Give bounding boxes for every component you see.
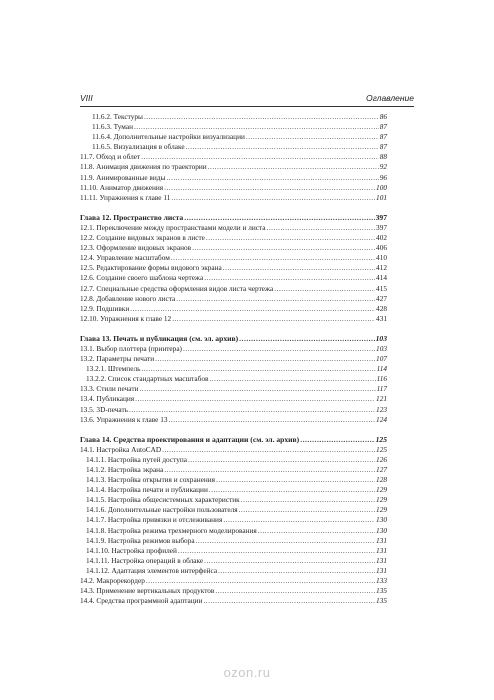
- entry-title: 14.1.3. Настройка открытия и сохранения: [86, 475, 216, 485]
- entry-title: 11.6.3. Туман: [92, 122, 133, 132]
- toc-entry: [80, 505, 387, 515]
- entry-page: 125: [375, 434, 387, 444]
- toc-entry: [80, 596, 387, 606]
- toc-entry: [80, 526, 387, 536]
- entry-title: Глава 12. Пространство листа: [80, 212, 184, 222]
- entry-title: 13.5. 3D-печать: [80, 404, 128, 414]
- entry-title: 13.2.2. Список стандартных масштабов: [86, 374, 209, 384]
- toc-entry: [80, 223, 387, 233]
- entry-page: 406: [376, 243, 387, 253]
- entry-title: 11.8. Анимация движения по траектории: [80, 162, 207, 172]
- toc-entry: [80, 455, 387, 465]
- dot-leader: [267, 223, 376, 233]
- toc-entry: [80, 284, 387, 294]
- entry-title: 12.10. Упражнения к главе 12: [80, 313, 172, 323]
- dot-leader: [171, 193, 375, 203]
- entry-title: 12.9. Подшивки: [80, 303, 130, 313]
- entry-page: 129: [376, 495, 387, 505]
- entry-page: 101: [376, 192, 387, 202]
- entry-title: 14.1.12. Адаптация элементов интерфейса: [86, 565, 218, 575]
- entry-page: 100: [376, 182, 387, 192]
- dot-leader: [204, 556, 375, 566]
- toc-entry: [80, 273, 387, 283]
- toc-entry: [80, 475, 387, 485]
- entry-title: 11.11. Упражнения к главе 11: [80, 192, 171, 202]
- page-number: VIII: [80, 93, 93, 103]
- dot-leader: [196, 536, 375, 546]
- toc-entry: [80, 586, 387, 596]
- entry-title: 14.1.8. Настройка режима трехмерного моделирования: [86, 525, 257, 535]
- dot-leader: [300, 435, 374, 445]
- entry-page: 427: [376, 293, 387, 303]
- toc-entry: [80, 556, 387, 566]
- dot-leader: [223, 263, 375, 273]
- toc-entry: [80, 495, 387, 505]
- dot-leader: [208, 162, 379, 172]
- entry-title: 14.2. Макрорекордер: [80, 576, 145, 586]
- entry-title: 14.1.6. Дополнительные настройки пользователя: [86, 505, 238, 515]
- entry-page: 116: [376, 374, 387, 384]
- toc-entry: [80, 294, 387, 304]
- dot-leader: [215, 586, 375, 596]
- section-gap: [80, 324, 387, 334]
- entry-title: 13.4. Публикация: [80, 394, 135, 404]
- entry-title: 12.5. Редактирование формы видового экрана: [80, 263, 222, 273]
- entry-page: 87: [379, 142, 387, 152]
- entry-title: 12.1. Переключение между пространствами модели и листа: [80, 222, 266, 232]
- toc-entry: [80, 243, 387, 253]
- toc-entry: [80, 263, 387, 273]
- dot-leader: [241, 495, 375, 505]
- entry-page: 131: [376, 565, 387, 575]
- dot-leader: [218, 566, 375, 576]
- entry-title: 14.1.10. Настройка профилей: [86, 545, 177, 555]
- entry-title: 14.4. Средства программной адаптации: [80, 596, 203, 606]
- entry-page: 125: [376, 444, 387, 454]
- entry-page: 397: [376, 222, 387, 232]
- entry-page: 133: [376, 576, 387, 586]
- entry-page: 87: [379, 122, 387, 132]
- entry-page: 123: [376, 404, 387, 414]
- toc-entry: [80, 193, 387, 203]
- dot-leader: [188, 455, 375, 465]
- entry-page: 128: [376, 475, 387, 485]
- entry-page: 130: [376, 515, 387, 525]
- chapter-heading: [80, 334, 387, 344]
- entry-title: 14.1.1. Настройка путей доступа: [86, 454, 187, 464]
- entry-page: 397: [375, 212, 387, 222]
- dot-leader: [144, 112, 379, 122]
- dot-leader: [239, 334, 374, 344]
- toc-entry: [80, 344, 387, 354]
- dot-leader: [139, 384, 375, 394]
- entry-title: 11.10. Аниматор движения: [80, 182, 164, 192]
- watermark: ozon.ru: [223, 665, 271, 680]
- dot-leader: [274, 284, 375, 294]
- entry-title: 12.2. Создание видовых экранов в листе: [80, 233, 205, 243]
- toc-entry: [80, 364, 387, 374]
- entry-title: 13.1. Выбор плоттера (принтера): [80, 343, 182, 353]
- table-of-contents: [80, 112, 387, 606]
- entry-page: 127: [376, 465, 387, 474]
- toc-entry: [80, 253, 387, 263]
- entry-title: 12.8. Добавление нового листа: [80, 293, 176, 303]
- dot-leader: [258, 526, 375, 536]
- dot-leader: [129, 405, 375, 415]
- entry-page: 410: [376, 253, 387, 263]
- dot-leader: [134, 122, 379, 132]
- entry-title: 11.6.2. Текстуры: [92, 112, 143, 121]
- dot-leader: [176, 294, 375, 304]
- entry-title: 13.3. Стили печати: [80, 384, 139, 394]
- entry-page: 114: [376, 364, 387, 374]
- entry-page: 428: [376, 303, 387, 313]
- entry-page: 92: [379, 162, 387, 172]
- entry-title: 13.6. Упражнения к главе 13: [80, 414, 168, 424]
- entry-page: 414: [376, 273, 387, 283]
- toc-entry: [80, 142, 387, 152]
- toc-entry: [80, 173, 387, 183]
- entry-title: 11.9. Анимированные виды: [80, 172, 166, 182]
- toc-entry: [80, 485, 387, 495]
- dot-leader: [171, 253, 375, 263]
- entry-page: 130: [376, 525, 387, 535]
- toc-entry: [80, 394, 387, 404]
- header-rule: [80, 106, 414, 107]
- entry-title: 11.6.5. Визуализация в облаке: [92, 142, 185, 152]
- entry-title: 14.3. Применение вертикальных продуктов: [80, 586, 215, 596]
- toc-entry: [80, 576, 387, 586]
- entry-title: 13.2.1. Штемпель: [86, 364, 141, 374]
- toc-entry: [80, 465, 387, 475]
- dot-leader: [203, 596, 375, 606]
- entry-title: 12.4. Управление масштабом: [80, 253, 170, 263]
- entry-title: Глава 14. Средства проектирования и адаптации (см. эл. архив): [80, 434, 300, 444]
- entry-page: 431: [376, 313, 387, 323]
- entry-title: 14.1.11. Настройка операций в облаке: [86, 555, 204, 565]
- entry-page: 87: [379, 132, 387, 142]
- dot-leader: [172, 314, 375, 324]
- entry-page: 124: [376, 414, 387, 424]
- entry-page: 126: [376, 454, 387, 464]
- entry-title: 14.1.4. Настройка печати и публикации: [86, 485, 208, 495]
- dot-leader: [239, 505, 375, 515]
- dot-leader: [146, 576, 375, 586]
- section-gap: [80, 203, 387, 213]
- dot-leader: [178, 546, 375, 556]
- dot-leader: [135, 394, 375, 404]
- entry-title: 14.1.5. Настройка общесистемных характеристик: [86, 495, 240, 505]
- section-gap: [80, 425, 387, 435]
- entry-page: 131: [376, 555, 387, 565]
- entry-title: 11.6.4. Дополнительные настройки визуализации: [92, 132, 245, 142]
- entry-page: 117: [376, 384, 387, 394]
- entry-page: 415: [376, 283, 387, 293]
- dot-leader: [216, 475, 375, 485]
- dot-leader: [209, 374, 375, 384]
- dot-leader: [169, 415, 376, 425]
- dot-leader: [183, 344, 375, 354]
- page-header: [80, 93, 414, 105]
- dot-leader: [192, 243, 375, 253]
- toc-entry: [80, 374, 387, 384]
- toc-entry: [80, 405, 387, 415]
- dot-leader: [204, 273, 375, 283]
- toc-entry: [80, 132, 387, 142]
- dot-leader: [141, 152, 379, 162]
- toc-entry: [80, 445, 387, 455]
- dot-leader: [246, 132, 379, 142]
- dot-leader: [130, 304, 375, 314]
- entry-title: 13.2. Параметры печати: [80, 354, 155, 364]
- entry-title: 14.1.2. Настройка экрана: [86, 465, 164, 474]
- toc-entry: [80, 152, 387, 162]
- entry-title: Глава 13. Печать и публикация (см. эл. архив): [80, 333, 239, 343]
- entry-title: 12.6. Создание своего шаблона чертежа: [80, 273, 204, 283]
- entry-page: 107: [376, 354, 387, 364]
- entry-page: 96: [379, 172, 387, 182]
- toc-entry: [80, 546, 387, 556]
- entry-page: 135: [376, 596, 387, 606]
- dot-leader: [162, 445, 375, 455]
- toc-entry: [80, 384, 387, 394]
- dot-leader: [164, 183, 375, 193]
- entry-page: 135: [376, 586, 387, 596]
- toc-entry: [80, 162, 387, 172]
- chapter-heading: [80, 435, 387, 445]
- running-title: Оглавление: [365, 93, 414, 103]
- entry-page: 88: [379, 152, 387, 162]
- dot-leader: [186, 142, 379, 152]
- dot-leader: [209, 485, 375, 495]
- entry-page: 129: [376, 485, 387, 495]
- dot-leader: [166, 173, 378, 183]
- entry-page: 412: [376, 263, 387, 273]
- toc-entry: [80, 112, 387, 122]
- entry-title: 14.1.7. Настройка привязки и отслеживания: [86, 515, 223, 525]
- entry-title: 11.7. Обход и облет: [80, 152, 141, 162]
- dot-leader: [223, 515, 375, 525]
- entry-page: 402: [376, 233, 387, 243]
- entry-page: 121: [376, 394, 387, 404]
- dot-leader: [164, 465, 375, 475]
- toc-entry: [80, 354, 387, 364]
- entry-title: 14.1. Настройка AutoCAD: [80, 444, 162, 454]
- toc-entry: [80, 314, 387, 324]
- entry-page: 131: [376, 535, 387, 545]
- dot-leader: [155, 354, 375, 364]
- toc-entry: [80, 122, 387, 132]
- toc-entry: [80, 304, 387, 314]
- entry-page: 131: [376, 545, 387, 555]
- dot-leader: [184, 213, 374, 223]
- toc-entry: [80, 415, 387, 425]
- toc-entry: [80, 233, 387, 243]
- entry-page: 103: [375, 333, 387, 343]
- toc-entry: [80, 515, 387, 525]
- entry-title: 12.3. Оформление видовых экранов: [80, 243, 192, 253]
- chapter-heading: [80, 213, 387, 223]
- entry-title: 12.7. Специальные средства оформления видов листа чертежа: [80, 283, 274, 293]
- entry-page: 103: [376, 343, 387, 353]
- toc-entry: [80, 183, 387, 193]
- entry-title: 14.1.9. Настройка режимов выбора: [86, 535, 195, 545]
- entry-page: 129: [376, 505, 387, 515]
- toc-entry: [80, 566, 387, 576]
- dot-leader: [206, 233, 375, 243]
- toc-entry: [80, 536, 387, 546]
- dot-leader: [141, 364, 375, 374]
- entry-page: 86: [379, 112, 387, 121]
